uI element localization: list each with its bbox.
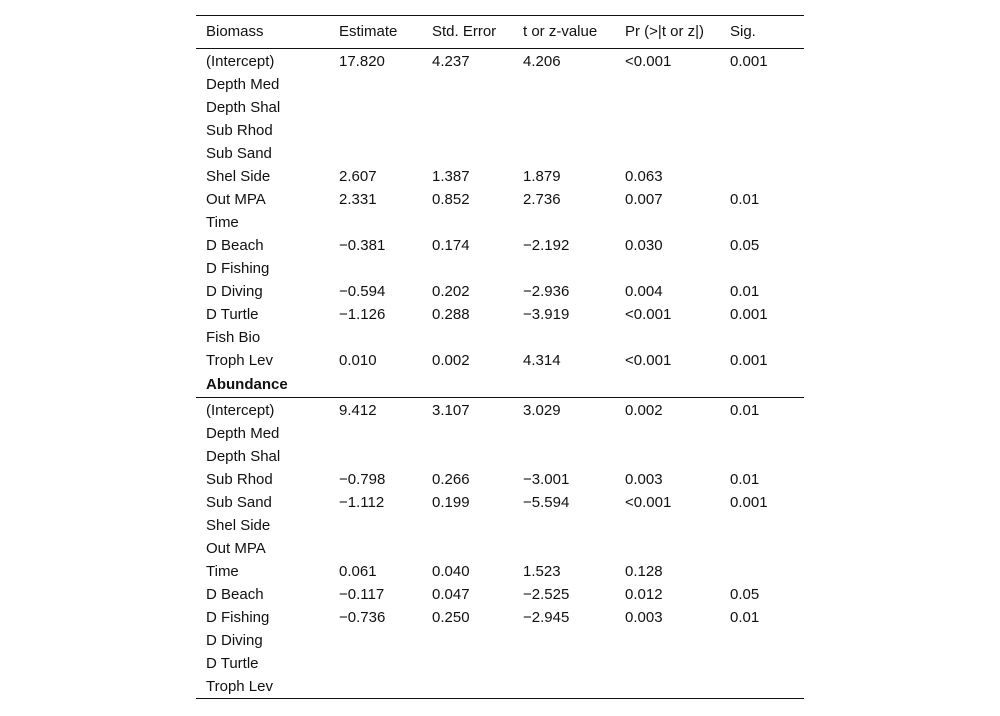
cell-estimate: 2.331 bbox=[339, 191, 377, 208]
cell-std-error bbox=[422, 445, 513, 468]
cell-std-error bbox=[422, 326, 513, 349]
cell-term: Sub Sand bbox=[206, 145, 272, 162]
cell-term: Sub Rhod bbox=[206, 471, 273, 488]
cell-significance bbox=[720, 560, 804, 583]
cell-std-error bbox=[422, 119, 513, 142]
section-blank bbox=[615, 372, 720, 398]
cell-p-value: 0.128 bbox=[625, 563, 663, 580]
section-row-abundance bbox=[196, 372, 804, 398]
cell-p-value bbox=[615, 326, 720, 349]
cell-estimate bbox=[329, 96, 422, 119]
regression-table bbox=[196, 15, 804, 699]
cell-term: Out MPA bbox=[206, 540, 266, 557]
table-row bbox=[196, 675, 804, 699]
biomass-section bbox=[196, 49, 804, 373]
table-row bbox=[196, 398, 804, 423]
cell-estimate: 0.061 bbox=[339, 563, 377, 580]
cell-t-or-z-value: 4.314 bbox=[523, 352, 561, 369]
cell-std-error bbox=[422, 73, 513, 96]
cell-significance bbox=[720, 142, 804, 165]
section-blank bbox=[329, 372, 422, 398]
cell-term: D Beach bbox=[206, 586, 264, 603]
cell-t-or-z-value: 2.736 bbox=[523, 191, 561, 208]
cell-significance: 0.05 bbox=[730, 237, 760, 254]
cell-t-or-z-value bbox=[513, 142, 615, 165]
cell-term: Time bbox=[206, 563, 239, 580]
cell-p-value bbox=[615, 629, 720, 652]
cell-std-error: 0.002 bbox=[432, 352, 470, 369]
cell-p-value: <0.001 bbox=[625, 306, 672, 323]
cell-term: Shel Side bbox=[206, 168, 271, 185]
cell-estimate bbox=[329, 119, 422, 142]
cell-term: Depth Med bbox=[206, 76, 280, 93]
table-row bbox=[196, 280, 804, 303]
cell-estimate: −0.798 bbox=[339, 471, 386, 488]
cell-significance bbox=[720, 211, 804, 234]
cell-p-value bbox=[615, 142, 720, 165]
cell-estimate: −0.117 bbox=[339, 586, 385, 603]
table-row bbox=[196, 537, 804, 560]
cell-term: D Turtle bbox=[206, 306, 259, 323]
cell-p-value: 0.012 bbox=[625, 586, 663, 603]
cell-std-error bbox=[422, 422, 513, 445]
cell-p-value bbox=[615, 537, 720, 560]
cell-std-error bbox=[422, 652, 513, 675]
cell-p-value bbox=[615, 119, 720, 142]
header-biomass: Biomass bbox=[196, 16, 329, 49]
cell-significance: 0.01 bbox=[730, 191, 760, 208]
cell-std-error: 0.040 bbox=[432, 563, 470, 580]
cell-term: (Intercept) bbox=[206, 402, 275, 419]
cell-estimate bbox=[329, 445, 422, 468]
cell-significance bbox=[720, 675, 804, 699]
cell-significance: 0.01 bbox=[730, 283, 760, 300]
table-row bbox=[196, 211, 804, 234]
cell-estimate: −0.381 bbox=[339, 237, 386, 254]
cell-t-or-z-value: 4.206 bbox=[523, 53, 561, 70]
cell-significance: 0.001 bbox=[730, 306, 768, 323]
cell-t-or-z-value: 1.879 bbox=[523, 168, 561, 185]
cell-significance bbox=[720, 96, 804, 119]
cell-significance bbox=[720, 629, 804, 652]
cell-term: Depth Shal bbox=[206, 448, 281, 465]
cell-t-or-z-value bbox=[513, 326, 615, 349]
cell-term: (Intercept) bbox=[206, 53, 275, 70]
cell-p-value bbox=[615, 73, 720, 96]
cell-t-or-z-value bbox=[513, 211, 615, 234]
cell-term: Out MPA bbox=[206, 191, 266, 208]
cell-std-error bbox=[422, 514, 513, 537]
cell-estimate: 2.607 bbox=[339, 168, 377, 185]
cell-std-error: 0.199 bbox=[432, 494, 470, 511]
table-row bbox=[196, 142, 804, 165]
cell-std-error bbox=[422, 629, 513, 652]
cell-estimate bbox=[329, 629, 422, 652]
table-row bbox=[196, 583, 804, 606]
cell-term: D Turtle bbox=[206, 655, 259, 672]
cell-std-error bbox=[422, 675, 513, 699]
cell-significance bbox=[720, 422, 804, 445]
cell-t-or-z-value: −5.594 bbox=[523, 494, 570, 511]
cell-significance bbox=[720, 652, 804, 675]
cell-significance bbox=[720, 326, 804, 349]
cell-std-error: 0.288 bbox=[432, 306, 470, 323]
cell-std-error: 0.174 bbox=[432, 237, 470, 254]
cell-std-error: 0.047 bbox=[432, 586, 470, 603]
cell-p-value: 0.063 bbox=[625, 168, 663, 185]
table-row bbox=[196, 326, 804, 349]
table-row bbox=[196, 629, 804, 652]
cell-significance bbox=[720, 119, 804, 142]
table-row bbox=[196, 606, 804, 629]
cell-std-error: 0.852 bbox=[432, 191, 470, 208]
cell-estimate: −0.736 bbox=[339, 609, 386, 626]
cell-significance: 0.001 bbox=[730, 53, 768, 70]
cell-estimate bbox=[329, 142, 422, 165]
cell-t-or-z-value: −2.525 bbox=[523, 586, 570, 603]
table-row bbox=[196, 165, 804, 188]
cell-significance bbox=[720, 165, 804, 188]
table-row bbox=[196, 49, 804, 74]
header-t-or-z-value: t or z-value bbox=[513, 16, 615, 49]
cell-estimate: 17.820 bbox=[339, 53, 385, 70]
cell-significance: 0.01 bbox=[730, 402, 760, 419]
table-row bbox=[196, 188, 804, 211]
cell-std-error: 1.387 bbox=[432, 168, 470, 185]
cell-p-value bbox=[615, 652, 720, 675]
cell-significance bbox=[720, 537, 804, 560]
cell-p-value bbox=[615, 257, 720, 280]
cell-t-or-z-value: −2.945 bbox=[523, 609, 570, 626]
cell-estimate bbox=[329, 537, 422, 560]
header-p-value: Pr (>|t or z|) bbox=[615, 16, 720, 49]
cell-std-error bbox=[422, 142, 513, 165]
cell-p-value: 0.003 bbox=[625, 609, 663, 626]
table-row bbox=[196, 303, 804, 326]
cell-term: D Beach bbox=[206, 237, 264, 254]
table-row bbox=[196, 491, 804, 514]
cell-p-value: <0.001 bbox=[625, 494, 672, 511]
cell-estimate: 9.412 bbox=[339, 402, 377, 419]
cell-significance: 0.001 bbox=[730, 494, 768, 511]
cell-term: Depth Med bbox=[206, 425, 280, 442]
cell-estimate bbox=[329, 675, 422, 699]
cell-significance: 0.05 bbox=[730, 586, 760, 603]
cell-p-value: 0.007 bbox=[625, 191, 663, 208]
cell-std-error: 0.266 bbox=[432, 471, 470, 488]
cell-estimate: 0.010 bbox=[339, 352, 377, 369]
cell-term: D Diving bbox=[206, 283, 263, 300]
cell-t-or-z-value bbox=[513, 96, 615, 119]
cell-estimate: −0.594 bbox=[339, 283, 386, 300]
cell-std-error bbox=[422, 211, 513, 234]
table-row bbox=[196, 422, 804, 445]
cell-term: D Fishing bbox=[206, 260, 270, 277]
cell-t-or-z-value bbox=[513, 422, 615, 445]
cell-std-error bbox=[422, 96, 513, 119]
cell-t-or-z-value bbox=[513, 73, 615, 96]
cell-t-or-z-value bbox=[513, 445, 615, 468]
cell-t-or-z-value bbox=[513, 652, 615, 675]
cell-p-value: <0.001 bbox=[625, 352, 672, 369]
cell-term: Troph Lev bbox=[196, 675, 329, 699]
cell-significance: 0.01 bbox=[730, 471, 760, 488]
cell-t-or-z-value bbox=[513, 629, 615, 652]
cell-significance bbox=[720, 514, 804, 537]
cell-t-or-z-value bbox=[513, 537, 615, 560]
regression-table-container bbox=[196, 15, 804, 699]
cell-t-or-z-value bbox=[513, 257, 615, 280]
table-row bbox=[196, 119, 804, 142]
cell-significance bbox=[720, 445, 804, 468]
cell-t-or-z-value: −2.936 bbox=[523, 283, 570, 300]
cell-std-error: 3.107 bbox=[432, 402, 470, 419]
cell-estimate bbox=[329, 257, 422, 280]
cell-significance: 0.001 bbox=[730, 352, 768, 369]
cell-t-or-z-value: −3.919 bbox=[523, 306, 570, 323]
cell-t-or-z-value bbox=[513, 675, 615, 699]
cell-term: Troph Lev bbox=[206, 352, 273, 369]
cell-estimate: −1.112 bbox=[339, 494, 385, 511]
header-estimate: Estimate bbox=[329, 16, 422, 49]
cell-p-value bbox=[615, 514, 720, 537]
cell-estimate bbox=[329, 514, 422, 537]
cell-estimate bbox=[329, 73, 422, 96]
table-row bbox=[196, 468, 804, 491]
cell-p-value: 0.003 bbox=[625, 471, 663, 488]
cell-t-or-z-value: −3.001 bbox=[523, 471, 570, 488]
cell-p-value: 0.002 bbox=[625, 402, 663, 419]
table-row bbox=[196, 652, 804, 675]
table-row bbox=[196, 73, 804, 96]
table-row bbox=[196, 514, 804, 537]
cell-significance bbox=[720, 257, 804, 280]
table-row bbox=[196, 349, 804, 372]
cell-std-error bbox=[422, 257, 513, 280]
cell-estimate bbox=[329, 211, 422, 234]
cell-term: Fish Bio bbox=[206, 329, 261, 346]
cell-term: Shel Side bbox=[206, 517, 271, 534]
cell-t-or-z-value bbox=[513, 119, 615, 142]
abundance-section-header bbox=[196, 372, 804, 398]
section-blank bbox=[513, 372, 615, 398]
cell-estimate: −1.126 bbox=[339, 306, 386, 323]
cell-p-value: 0.004 bbox=[625, 283, 663, 300]
cell-term: D Fishing bbox=[206, 609, 270, 626]
cell-term: Depth Shal bbox=[206, 99, 281, 116]
cell-p-value bbox=[615, 96, 720, 119]
cell-term: Sub Rhod bbox=[206, 122, 273, 139]
cell-term: D Diving bbox=[206, 632, 263, 649]
cell-p-value bbox=[615, 445, 720, 468]
table-row bbox=[196, 445, 804, 468]
cell-std-error bbox=[422, 537, 513, 560]
header-row bbox=[196, 16, 804, 49]
table-row bbox=[196, 234, 804, 257]
cell-p-value bbox=[615, 675, 720, 699]
cell-t-or-z-value bbox=[513, 514, 615, 537]
table-row bbox=[196, 560, 804, 583]
cell-t-or-z-value: −2.192 bbox=[523, 237, 570, 254]
cell-estimate bbox=[329, 422, 422, 445]
cell-p-value bbox=[615, 211, 720, 234]
cell-std-error: 4.237 bbox=[432, 53, 470, 70]
section-label: Abundance bbox=[196, 372, 329, 398]
cell-p-value: <0.001 bbox=[625, 53, 672, 70]
abundance-section bbox=[196, 398, 804, 699]
cell-significance: 0.01 bbox=[730, 609, 760, 626]
header-std-error: Std. Error bbox=[422, 16, 513, 49]
header-significance: Sig. bbox=[720, 16, 804, 49]
cell-std-error: 0.250 bbox=[432, 609, 470, 626]
table-row bbox=[196, 257, 804, 280]
table-row bbox=[196, 96, 804, 119]
cell-t-or-z-value: 1.523 bbox=[523, 563, 561, 580]
cell-significance bbox=[720, 73, 804, 96]
section-blank bbox=[422, 372, 513, 398]
cell-std-error: 0.202 bbox=[432, 283, 470, 300]
cell-p-value bbox=[615, 422, 720, 445]
cell-term: Time bbox=[206, 214, 239, 231]
cell-estimate bbox=[329, 652, 422, 675]
cell-p-value: 0.030 bbox=[625, 237, 663, 254]
cell-term: Sub Sand bbox=[206, 494, 272, 511]
cell-estimate bbox=[329, 326, 422, 349]
section-blank bbox=[720, 372, 804, 398]
cell-t-or-z-value: 3.029 bbox=[523, 402, 561, 419]
